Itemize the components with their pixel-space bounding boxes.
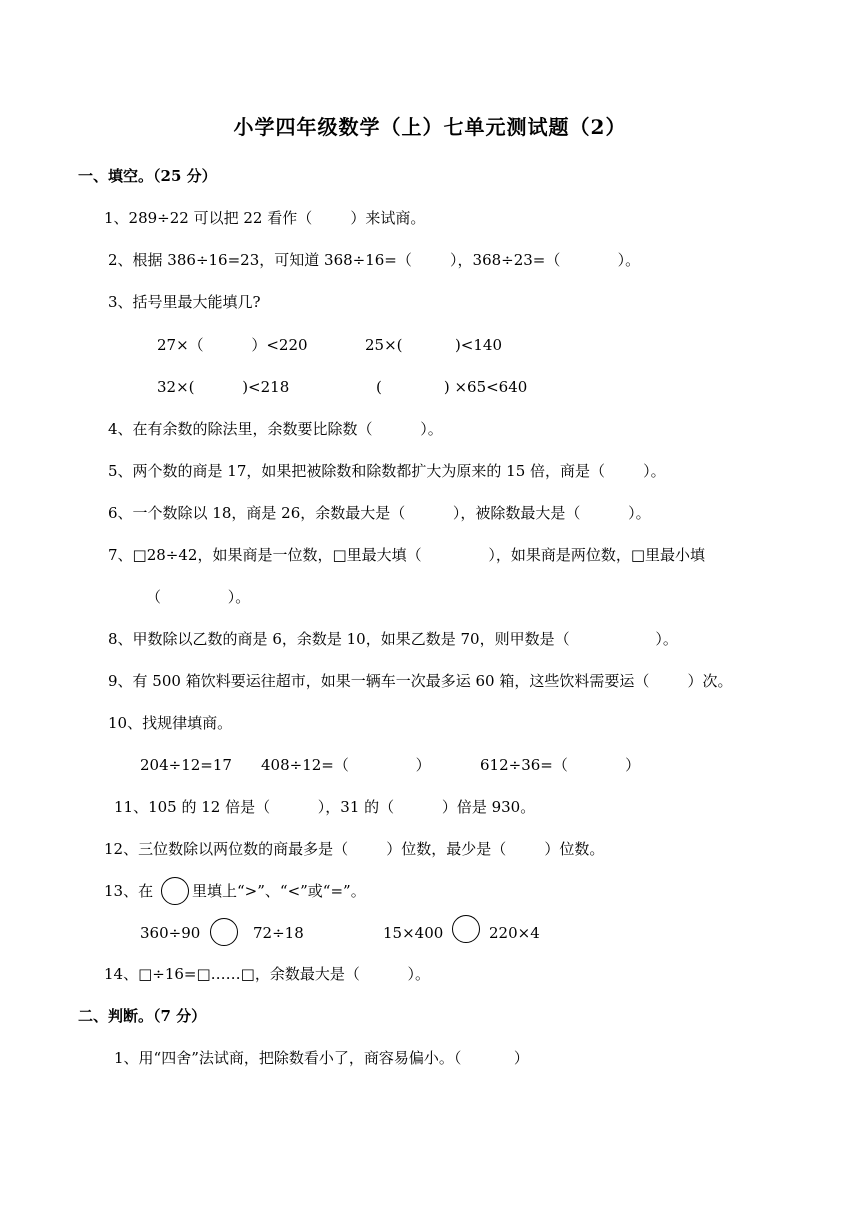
q10-item-1: 204÷12=17: [140, 756, 232, 774]
question-5: 5、两个数的商是 17，如果把被除数和除数都扩大为原来的 15 倍，商是（ ）。: [108, 462, 666, 480]
compare-circle-icon[interactable]: [210, 918, 238, 946]
q13-item-3: 15×400: [383, 924, 444, 942]
q3-item-1: 27×（ ）<220: [157, 336, 308, 354]
question-10: 10、找规律填商。: [108, 714, 233, 732]
compare-circle-icon[interactable]: [452, 915, 480, 943]
question-7-line1: 7、□28÷42，如果商是一位数，□里最大填（ ），如果商是两位数，□里最小填: [108, 546, 706, 564]
question-9: 9、有 500 箱饮料要运往超市，如果一辆车一次最多运 60 箱，这些饮料需要运（ ）次。: [108, 672, 733, 690]
q13-item-2: 72÷18: [253, 924, 304, 942]
q3-item-3: 32×( )<218: [157, 378, 290, 396]
question-2: 2、根据 386÷16=23，可知道 368÷16=（ ），368÷23=（ ）。: [108, 251, 641, 269]
question-12: 12、三位数除以两位数的商最多是（ ）位数，最少是（ ）位数。: [104, 840, 605, 858]
question-7-line2: （ ）。: [146, 588, 251, 606]
question-13-suffix: 里填上“>”、“<”或“=”。: [192, 882, 366, 900]
section2-heading: 二、判断。（7 分）: [78, 1007, 207, 1025]
question-13-prefix: 13、在: [104, 882, 154, 900]
q3-item-2: 25×( )<140: [365, 336, 503, 354]
question-4: 4、在有余数的除法里，余数要比除数（ ）。: [108, 420, 443, 438]
q3-item-4: ( ) ×65<640: [376, 378, 528, 396]
compare-circle-icon: [161, 877, 189, 905]
q13-item-1: 360÷90: [140, 924, 201, 942]
question-8: 8、甲数除以乙数的商是 6，余数是 10，如果乙数是 70，则甲数是（ ）。: [108, 630, 678, 648]
question-11: 11、105 的 12 倍是（ ），31 的（ ）倍是 930。: [114, 798, 536, 816]
page-title: 小学四年级数学（上）七单元测试题（2）: [233, 115, 627, 139]
judge-question-1: 1、用“四舍”法试商，把除数看小了，商容易偏小。（ ）: [114, 1049, 529, 1067]
q13-item-4: 220×4: [489, 924, 540, 942]
question-3: 3、括号里最大能填几?: [108, 293, 261, 311]
question-1: 1、289÷22 可以把 22 看作（ ）来试商。: [104, 209, 426, 227]
section1-heading: 一、填空。（25 分）: [78, 167, 217, 185]
q10-item-2: 408÷12=（ ）: [261, 756, 431, 774]
question-6: 6、一个数除以 18，商是 26，余数最大是（ ），被除数最大是（ ）。: [108, 504, 651, 522]
q10-item-3: 612÷36=（ ）: [480, 756, 641, 774]
question-14: 14、□÷16=□……□，余数最大是（ ）。: [104, 965, 431, 983]
